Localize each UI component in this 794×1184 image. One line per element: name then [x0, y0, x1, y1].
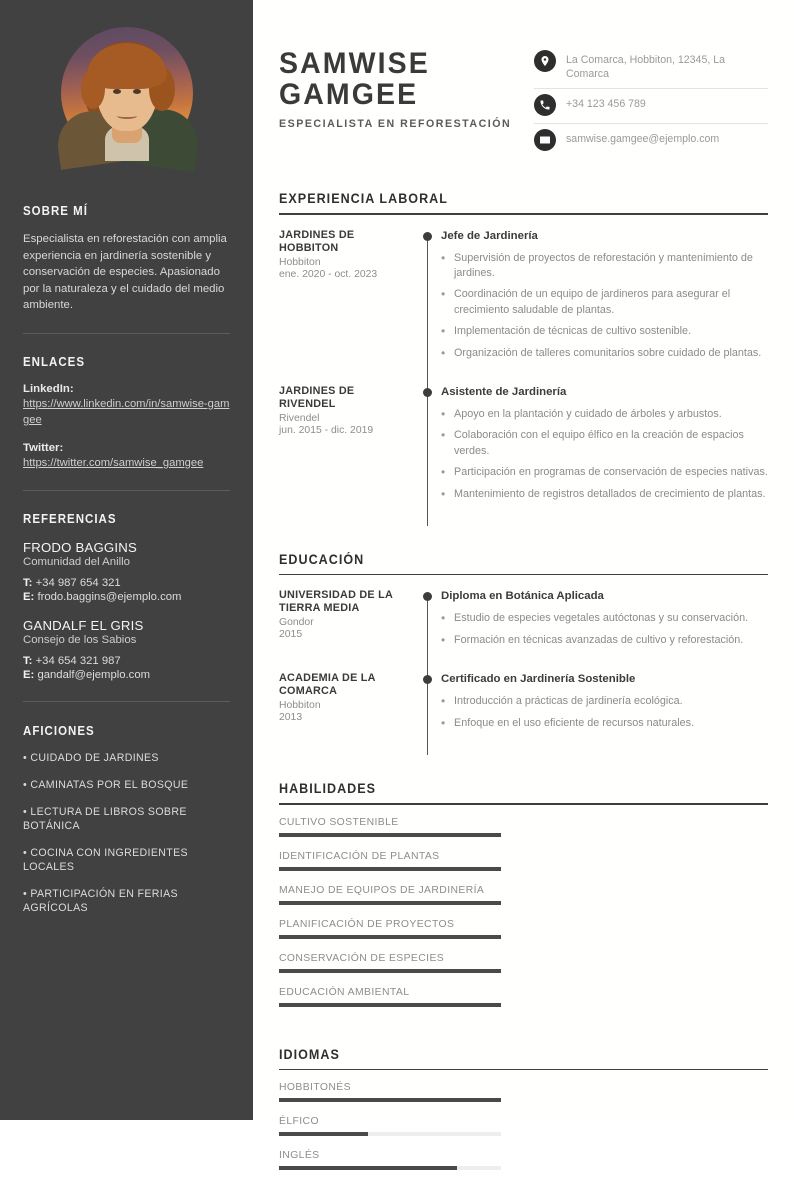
entry-meta: [279, 672, 417, 755]
skill-bar-track: [279, 969, 501, 973]
full-name-line1: SAMWISE: [279, 47, 430, 80]
link-item: [23, 442, 230, 471]
languages-heading: IDIOMAS: [279, 1046, 340, 1062]
linkedin-link[interactable]: https://www.linkedin.com/in/samwise-gamgee: [23, 397, 230, 426]
date-range: 2015: [279, 629, 303, 641]
entry-body: [441, 672, 768, 755]
bullet-item: [441, 346, 768, 361]
bullet-dot: •: [441, 406, 446, 421]
reference-item: [23, 540, 230, 604]
experience-entry: [279, 229, 768, 385]
skill-item: [279, 851, 501, 871]
skill-bar-fill: [279, 969, 501, 973]
entry-body: [441, 385, 768, 526]
bullet-dot: •: [441, 287, 446, 302]
bullet-list: [441, 407, 768, 502]
name-block: [279, 40, 534, 165]
divider: [23, 701, 230, 702]
skill-label: EDUCACIÓN AMBIENTAL: [279, 986, 410, 998]
skill-bar-track: [279, 901, 501, 905]
timeline: [417, 385, 441, 526]
main-content: [253, 0, 794, 1162]
skill-bar-track: [279, 1003, 501, 1007]
skill-label: CONSERVACIÓN DE ESPECIES: [279, 952, 445, 964]
email-value: gandalf@ejemplo.com: [37, 668, 151, 681]
languages-grid: [279, 1082, 768, 1184]
bullet-item: [441, 633, 768, 648]
reference-phone: [23, 654, 230, 668]
degree-title: Certificado en Jardinería Sostenible: [441, 673, 636, 686]
bullet-item: [441, 611, 768, 626]
avatar: [61, 27, 193, 159]
skill-label: IDENTIFICACIÓN DE PLANTAS: [279, 850, 440, 862]
education-entries: [279, 589, 768, 755]
portrait-eye-right: [133, 89, 141, 94]
portrait-mouth: [117, 113, 137, 119]
reference-email: [23, 590, 230, 604]
about-heading: SOBRE MÍ: [23, 204, 88, 218]
language-item: [279, 1082, 501, 1102]
bullet-list: [441, 611, 768, 648]
bullet-dot: •: [441, 632, 446, 647]
skill-label: MANEJO DE EQUIPOS DE JARDINERÍA: [279, 884, 485, 896]
hobby-item: • PARTICIPACIÓN EN FERIAS AGRÍCOLAS: [23, 887, 178, 914]
timeline-dot: [423, 592, 432, 601]
skill-label: CULTIVO SOSTENIBLE: [279, 816, 399, 828]
location: Hobbiton: [279, 700, 321, 712]
bullet-text: Formación en técnicas avanzadas de cultivo y reforestación.: [454, 633, 744, 646]
languages-section: [279, 1047, 768, 1184]
skill-bar-fill: [279, 1003, 501, 1007]
bullet-item: [441, 428, 768, 459]
skill-bar-fill: [279, 833, 501, 837]
degree-title: Diploma en Botánica Aplicada: [441, 590, 604, 603]
divider: [23, 490, 230, 491]
timeline: [417, 589, 441, 672]
email-text: samwise.gamgee@ejemplo.com: [566, 133, 720, 145]
location-pin-icon: [534, 50, 556, 72]
bullet-list: [441, 251, 768, 361]
bullet-dot: •: [441, 486, 446, 501]
bullet-text: Apoyo en la plantación y cuidado de árboles y arbustos.: [454, 407, 722, 420]
job-title: Asistente de Jardinería: [441, 385, 567, 398]
email-label: E:: [23, 668, 35, 681]
bullet-item: [441, 287, 768, 318]
date-range: jun. 2015 - dic. 2019: [279, 424, 374, 436]
skills-section: [279, 781, 768, 1021]
organization: JARDINES DE RIVENDEL: [279, 384, 355, 410]
bullet-dot: •: [441, 694, 446, 709]
timeline-line: [427, 388, 428, 526]
language-label: INGLÉS: [279, 1150, 320, 1162]
link-label: Twitter:: [23, 441, 64, 454]
link-item: [23, 383, 230, 428]
hobby-item: • CAMINATAS POR EL BOSQUE: [23, 778, 189, 791]
bullet-dot: •: [441, 611, 446, 626]
language-label: HOBBITONÉS: [279, 1082, 351, 1094]
skill-bar-track: [279, 935, 501, 939]
links-heading: ENLACES: [23, 354, 86, 369]
language-item: [279, 1150, 501, 1170]
bullet-item: [441, 251, 768, 282]
contact-phone: [534, 96, 768, 124]
timeline: [417, 229, 441, 385]
divider: [23, 333, 230, 334]
reference-name: FRODO BAGGINS: [23, 539, 137, 555]
reference-email: [23, 668, 230, 682]
bullet-text: Supervisión de proyectos de reforestación y mantenimiento de jardines.: [454, 251, 753, 279]
references-heading: REFERENCIAS: [23, 511, 117, 526]
location: Rivendel: [279, 412, 320, 424]
bullet-dot: •: [441, 715, 446, 730]
language-item: [279, 1116, 501, 1136]
hobbies-heading: AFICIONES: [23, 723, 95, 738]
organization: JARDINES DE HOBBITON: [279, 228, 355, 254]
education-heading: EDUCACIÓN: [279, 551, 365, 567]
bullet-item: [441, 324, 768, 339]
hobby-item: • LECTURA DE LIBROS SOBRE BOTÁNICA: [23, 805, 187, 832]
phone-text: +34 123 456 789: [566, 98, 646, 110]
language-bar-track: [279, 1166, 501, 1170]
bullet-item: [441, 407, 768, 422]
skills-grid: [279, 817, 768, 1021]
education-section: [279, 552, 768, 755]
bullet-item: [441, 465, 768, 480]
reference-role: Consejo de los Sabios: [23, 633, 137, 646]
bullet-item: [441, 487, 768, 502]
contact-address: [534, 52, 768, 89]
bullet-dot: •: [441, 428, 446, 443]
bullet-text: Colaboración con el equipo élfico en la creación de espacios verdes.: [454, 429, 744, 457]
location: Gondor: [279, 617, 314, 629]
language-bar-fill: [279, 1098, 501, 1102]
language-bar-track: [279, 1132, 501, 1136]
resume-header: [279, 40, 768, 165]
sidebar: [0, 0, 253, 1120]
reference-name: GANDALF EL GRIS: [23, 617, 144, 633]
skill-item: [279, 817, 501, 837]
timeline-dot: [423, 232, 432, 241]
skill-item: [279, 987, 501, 1007]
timeline-dot: [423, 675, 432, 684]
skill-bar-fill: [279, 901, 501, 905]
bullet-dot: •: [441, 324, 446, 339]
bullet-item: [441, 716, 768, 731]
contact-email: [534, 131, 768, 158]
portrait-eye-left: [113, 89, 121, 94]
language-bar-track: [279, 1098, 501, 1102]
portrait-hair-top: [87, 43, 167, 89]
timeline: [417, 672, 441, 755]
bullet-text: Introducción a prácticas de jardinería ecológica.: [454, 695, 683, 708]
phone-label: T:: [23, 654, 33, 667]
experience-heading: EXPERIENCIA LABORAL: [279, 191, 448, 206]
job-title: Jefe de Jardinería: [441, 229, 538, 242]
education-entry: [279, 589, 768, 672]
bullet-dot: •: [441, 345, 446, 360]
phone-icon: [534, 94, 556, 116]
contact-block: [534, 40, 768, 165]
bullet-text: Estudio de especies vegetales autóctonas y su conservación.: [454, 612, 749, 625]
email-value: frodo.baggins@ejemplo.com: [37, 590, 182, 603]
skills-heading: HABILIDADES: [279, 781, 377, 797]
date-range: ene. 2020 - oct. 2023: [279, 268, 378, 280]
skill-item: [279, 919, 501, 939]
bullet-text: Implementación de técnicas de cultivo sostenible.: [454, 325, 692, 338]
bullet-item: [441, 694, 768, 709]
experience-entries: [279, 229, 768, 526]
bullet-text: Coordinación de un equipo de jardineros para asegurar el crecimiento saludable de plantas.: [454, 288, 731, 316]
entry-meta: [279, 589, 417, 672]
skill-label: PLANIFICACIÓN DE PROYECTOS: [279, 918, 455, 930]
language-bar-fill: [279, 1166, 457, 1170]
section-rule: [279, 803, 768, 805]
profile-photo-wrap: [23, 27, 230, 159]
language-bar-fill: [279, 1132, 368, 1136]
full-name-line2: GAMGEE: [279, 78, 419, 111]
location: Hobbiton: [279, 256, 321, 268]
link-label: LinkedIn:: [23, 382, 74, 395]
bullet-text: Organización de talleres comunitarios sobre cuidado de plantas.: [454, 346, 762, 359]
reference-item: [23, 618, 230, 682]
bullet-dot: •: [441, 465, 446, 480]
reference-role: Comunidad del Anillo: [23, 555, 131, 568]
experience-entry: [279, 385, 768, 526]
skill-item: [279, 953, 501, 973]
about-text: Especialista en reforestación con amplia experiencia en jardinería sostenible y conservación de especies. Apasionado por la naturaleza y el cuidado del medio ambiente.: [23, 233, 227, 312]
timeline-line: [427, 232, 428, 401]
skill-bar-fill: [279, 935, 501, 939]
entry-meta: [279, 229, 417, 385]
email-label: E:: [23, 590, 35, 603]
skill-bar-track: [279, 833, 501, 837]
organization: UNIVERSIDAD DE LA TIERRA MEDIA: [279, 589, 393, 615]
entry-meta: [279, 385, 417, 526]
bullet-list: [441, 694, 768, 731]
section-rule: [279, 1069, 768, 1071]
entry-body: [441, 229, 768, 385]
timeline-line: [427, 675, 428, 755]
phone-value: +34 654 321 987: [35, 654, 121, 667]
bullet-text: Enfoque en el uso eficiente de recursos naturales.: [454, 716, 695, 729]
hobby-item: • COCINA CON INGREDIENTES LOCALES: [23, 846, 188, 873]
skill-item: [279, 885, 501, 905]
section-rule: [279, 213, 768, 215]
timeline-dot: [423, 388, 432, 397]
envelope-icon: [534, 129, 556, 151]
twitter-link[interactable]: https://twitter.com/samwise_gamgee: [23, 456, 204, 469]
bullet-text: Mantenimiento de registros detallados de crecimiento de plantas.: [454, 487, 766, 500]
education-entry: [279, 672, 768, 755]
job-role-subtitle: ESPECIALISTA EN REFORESTACIÓN: [279, 118, 512, 130]
bullet-dot: •: [441, 250, 446, 265]
skill-bar-fill: [279, 867, 501, 871]
entry-body: [441, 589, 768, 672]
bullet-text: Participación en programas de conservación de especies nativas.: [454, 466, 768, 479]
skill-bar-track: [279, 867, 501, 871]
hobby-item: • CUIDADO DE JARDINES: [23, 751, 159, 764]
phone-label: T:: [23, 576, 33, 589]
experience-section: [279, 191, 768, 526]
phone-value: +34 987 654 321: [35, 576, 121, 589]
date-range: 2013: [279, 712, 303, 724]
language-label: ÉLFICO: [279, 1116, 319, 1128]
section-rule: [279, 574, 768, 576]
reference-phone: [23, 576, 230, 590]
address-text: La Comarca, Hobbiton, 12345, La Comarca: [566, 54, 726, 80]
organization: ACADEMIA DE LA COMARCA: [279, 672, 376, 698]
